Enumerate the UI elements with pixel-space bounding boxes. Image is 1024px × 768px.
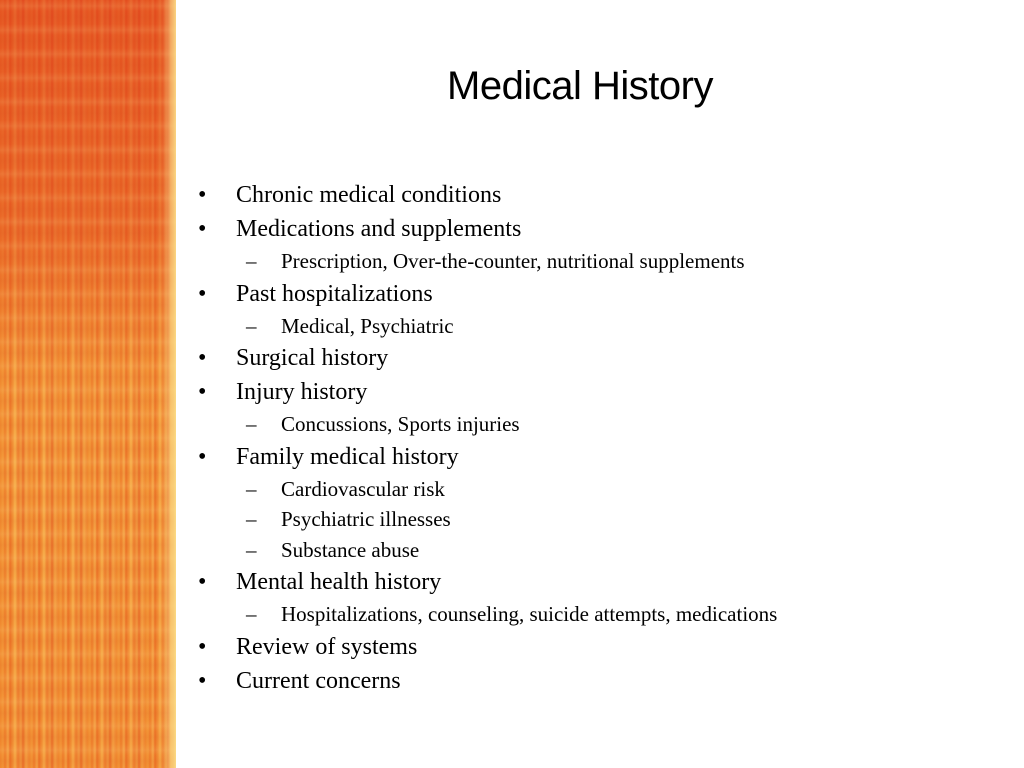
sub-bullet-item: – Psychiatric illnesses <box>198 504 998 535</box>
sub-bullet-item: – Substance abuse <box>198 535 998 566</box>
sub-bullet-item: – Concussions, Sports injuries <box>198 409 998 440</box>
sub-bullet-item: – Hospitalizations, counseling, suicide attempts, medications <box>198 599 998 630</box>
bullet-item: • Review of systems <box>198 630 998 664</box>
bullet-item: • Mental health history <box>198 565 998 599</box>
bullet-item: • Current concerns <box>198 664 998 698</box>
decorative-side-band <box>0 0 176 768</box>
slide-title: Medical History <box>447 64 713 108</box>
bullet-item: • Past hospitalizations <box>198 277 998 311</box>
bullet-item: • Chronic medical conditions <box>198 178 998 212</box>
bullet-item: • Injury history <box>198 375 998 409</box>
sub-bullet-item: – Cardiovascular risk <box>198 474 998 505</box>
bullet-item: • Family medical history <box>198 440 998 474</box>
bullet-item: • Medications and supplements <box>198 212 998 246</box>
bullet-item: • Surgical history <box>198 341 998 375</box>
sub-bullet-item: – Medical, Psychiatric <box>198 311 998 342</box>
sub-bullet-item: – Prescription, Over-the-counter, nutritional supplements <box>198 246 998 277</box>
bullet-list <box>198 178 998 698</box>
